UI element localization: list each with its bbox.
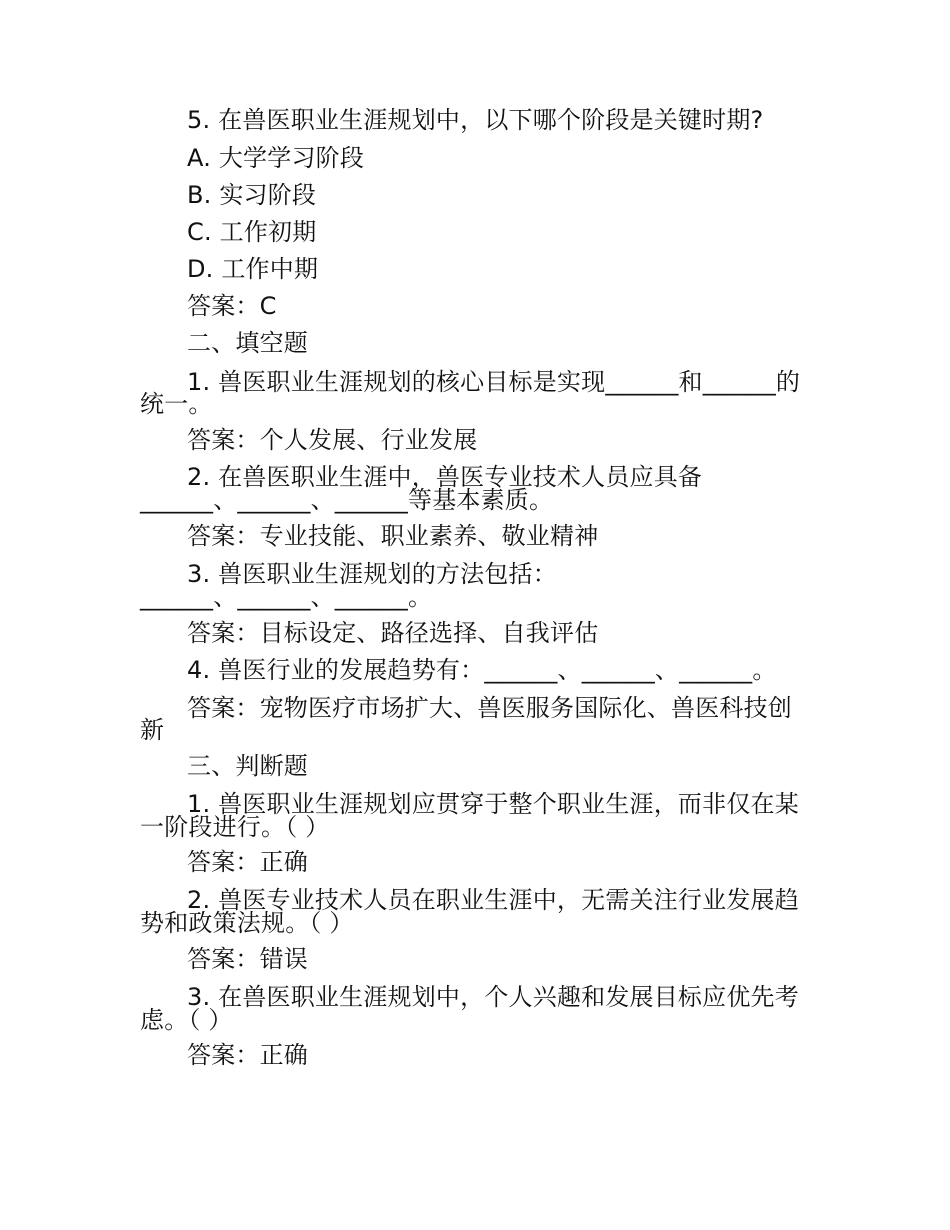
question-5-text: 5. 在兽医职业生涯规划中，以下哪个阶段是关键时期? bbox=[187, 106, 764, 134]
section-heading-true-false: 三、判断题 bbox=[187, 752, 308, 780]
option-b: B. 实习阶段 bbox=[187, 181, 317, 209]
fill-q1-text: 1. 兽医职业生涯规划的核心目标是实现______和______的 bbox=[187, 368, 801, 396]
answer-fill-q4-cont: 新 bbox=[140, 716, 165, 744]
tf-q3-text: 3. 在兽医职业生涯规划中，个人兴趣和发展目标应优先考 bbox=[187, 983, 799, 1011]
tf-q2-text-cont: 势和政策法规。（ ） bbox=[140, 909, 354, 937]
fill-q3-text-cont: ______、______、______。 bbox=[140, 583, 433, 611]
answer-tf-q2: 答案：错误 bbox=[187, 945, 308, 973]
option-a: A. 大学学习阶段 bbox=[187, 144, 365, 172]
fill-q2-text: 2. 在兽医职业生涯中，兽医专业技术人员应具备 bbox=[187, 463, 703, 491]
tf-q1-text-cont: 一阶段进行。（ ） bbox=[140, 813, 330, 841]
option-d: D. 工作中期 bbox=[187, 255, 319, 283]
fill-q1-text-cont: 统一。 bbox=[140, 390, 213, 418]
tf-q3-text-cont: 虑。（ ） bbox=[140, 1006, 233, 1034]
answer-tf-q1: 答案：正确 bbox=[187, 848, 308, 876]
answer-fill-q3: 答案：目标设定、路径选择、自我评估 bbox=[187, 619, 599, 647]
tf-q1-text: 1. 兽医职业生涯规划应贯穿于整个职业生涯，而非仅在某 bbox=[187, 790, 799, 818]
answer-tf-q3: 答案：正确 bbox=[187, 1041, 308, 1069]
tf-q2-text: 2. 兽医专业技术人员在职业生涯中，无需关注行业发展趋 bbox=[187, 886, 799, 914]
answer-q5: 答案：C bbox=[187, 292, 277, 320]
answer-fill-q4: 答案：宠物医疗市场扩大、兽医服务国际化、兽医科技创 bbox=[187, 694, 792, 722]
option-c: C. 工作初期 bbox=[187, 218, 317, 246]
answer-fill-q2: 答案：专业技能、职业素养、敬业精神 bbox=[187, 522, 599, 550]
fill-q3-text: 3. 兽医职业生涯规划的方法包括： bbox=[187, 560, 557, 588]
answer-fill-q1: 答案：个人发展、行业发展 bbox=[187, 426, 478, 454]
fill-q2-text-cont: ______、______、______等基本素质。 bbox=[140, 486, 554, 514]
fill-q4-text: 4. 兽医行业的发展趋势有：______、______、______。 bbox=[187, 656, 777, 684]
section-heading-fill-in: 二、填空题 bbox=[187, 329, 308, 357]
